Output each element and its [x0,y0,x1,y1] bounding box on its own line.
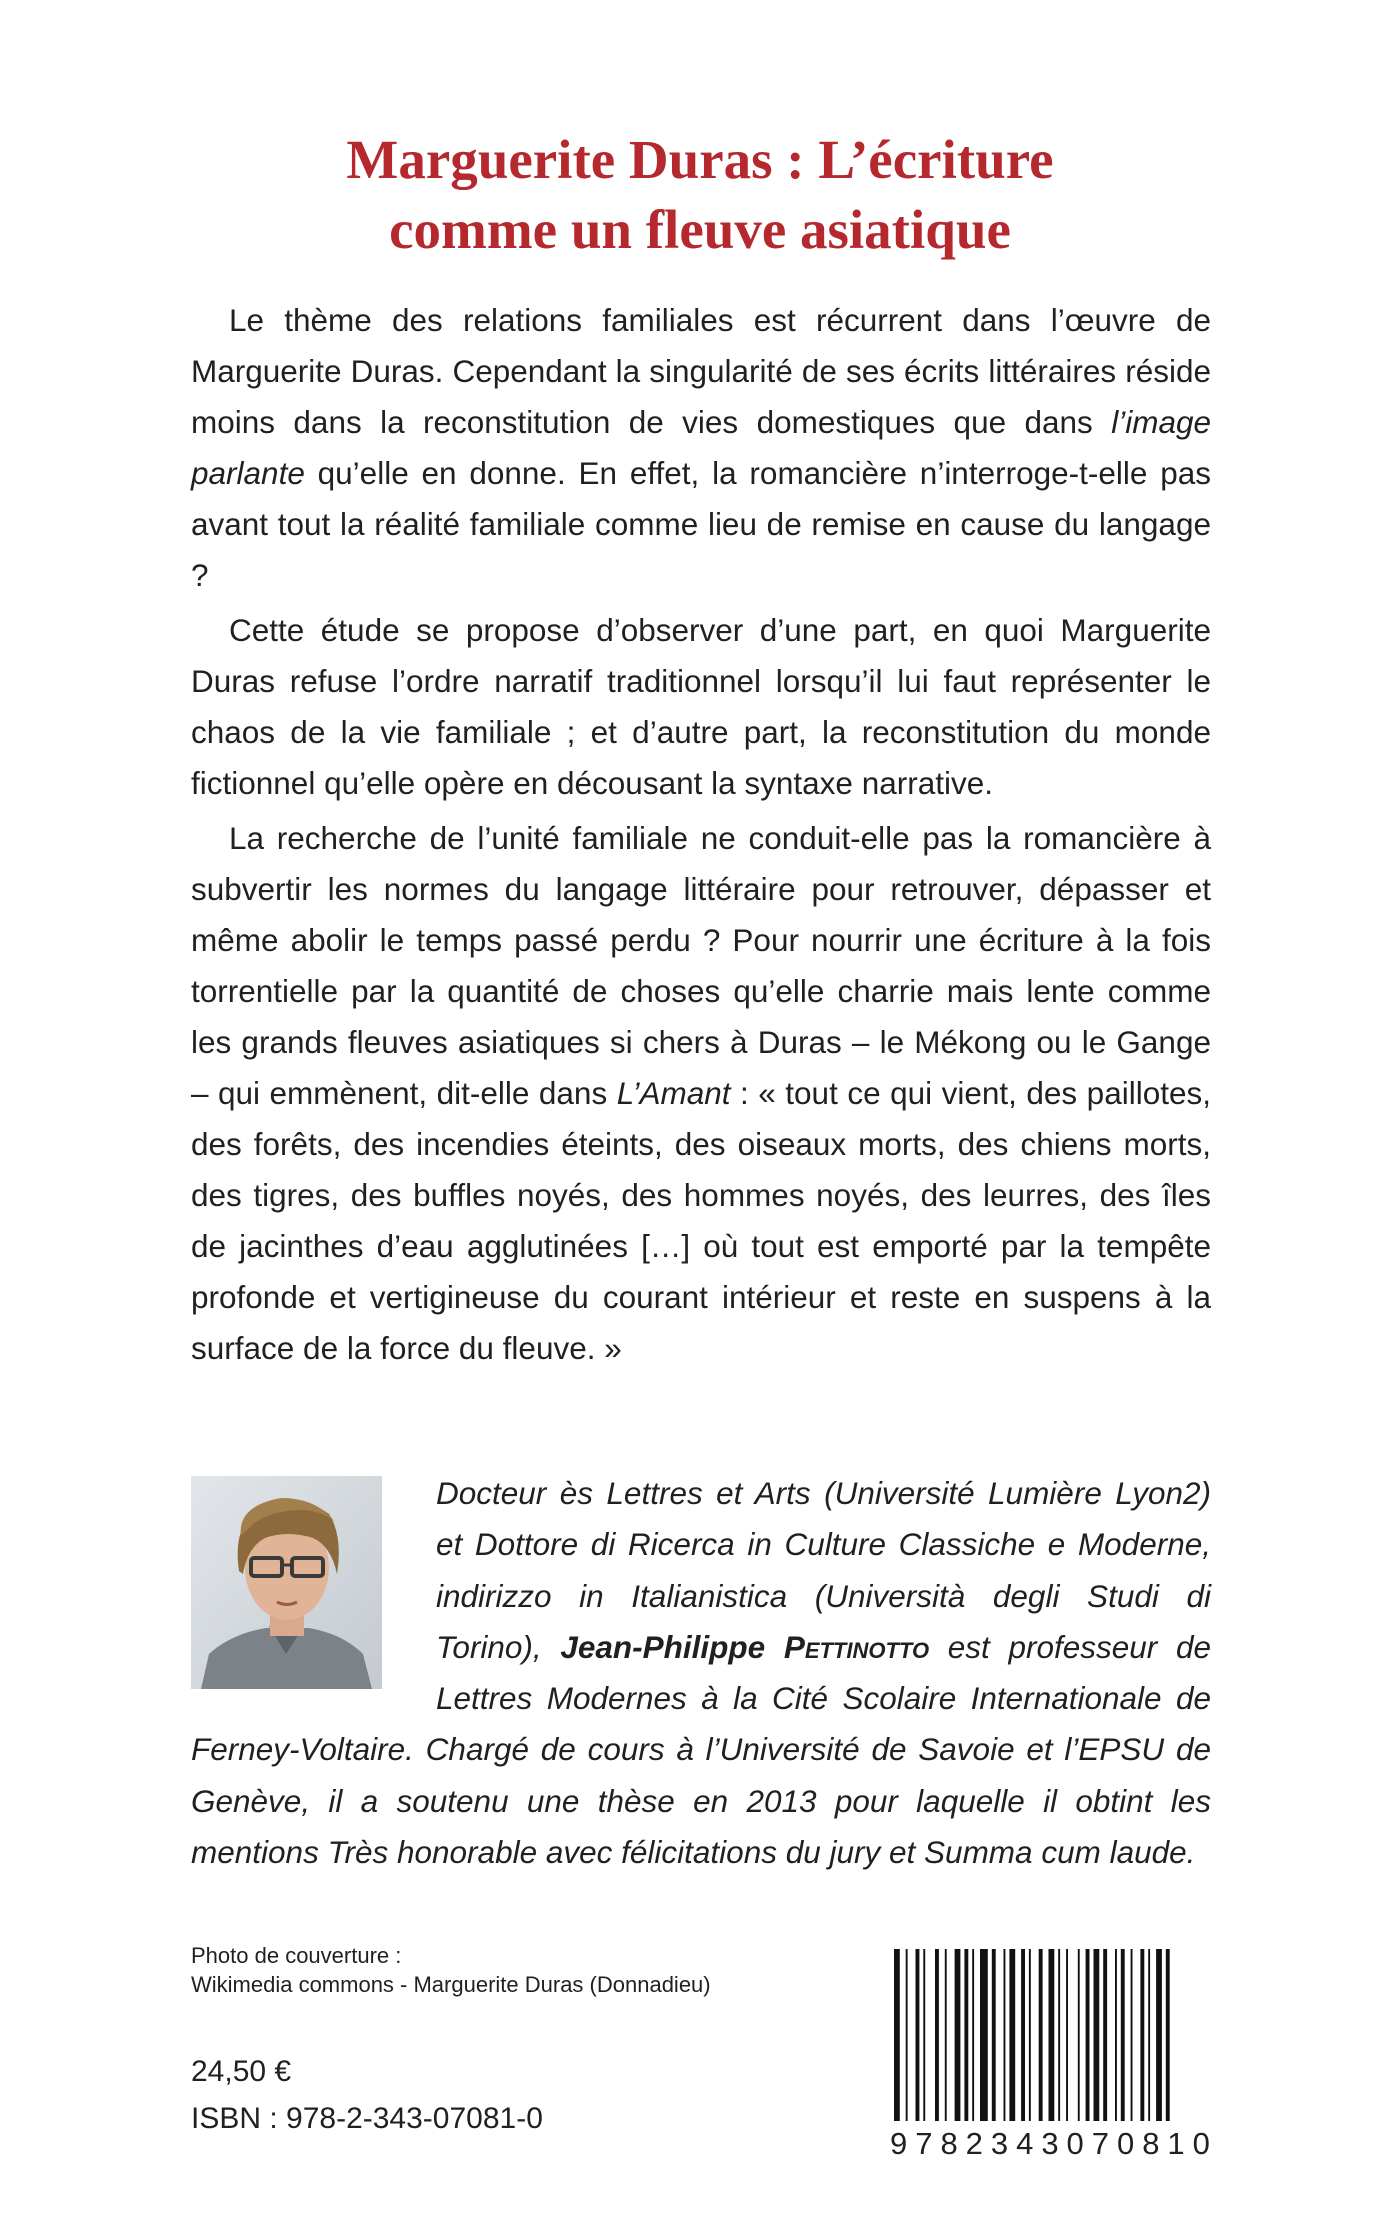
barcode-bar [964,1949,968,2121]
barcode-bar [916,1949,920,2121]
isbn: ISBN : 978-2-343-07081-0 [191,2102,543,2135]
book-title-line-1: Marguerite Duras : L’écriture [346,129,1054,190]
book-title-line-2: comme un fleuve asiatique [389,199,1011,260]
barcode-bar [945,1949,947,2121]
barcode-digit: 0 [1192,2126,1210,2161]
author-first-name: Jean-Philippe [560,1628,784,1665]
barcode-bar [1094,1949,1100,2121]
credit-line-2: Wikimedia commons - Marguerite Duras (Donnadieu) [191,1972,711,1997]
book-summary [191,295,1211,1374]
barcode-digit: 7 [1091,2126,1109,2161]
barcode-digit: 0 [1116,2126,1135,2161]
barcode-bar [1086,1949,1090,2121]
barcode-bar [1115,1949,1117,2121]
barcode-digit: 3 [990,2126,1009,2161]
barcode-bar [923,1949,925,2121]
barcode-digit: 0 [1066,2126,1084,2161]
barcode-digit: 7 [915,2126,933,2161]
barcode-digit: 4 [1016,2126,1034,2161]
barcode-bar [1166,1949,1170,2121]
author-bio-text-2: est professeur de Lettres Modernes à la Cité Scolaire Internationale de Ferney-Voltaire. Chargé de cours à l’Université de Savoie et l’EPSU de Genève, il a soutenu une thèse en 2013 pour laquelle il obtint les mentions Très honorable avec félicitations du jury et Summa cum laude. [191,1628,1212,1871]
barcode-bar [1078,1949,1080,2121]
credit-line-1: Photo de couverture : [191,1943,402,1968]
barcode-bars [890,1949,1210,2129]
barcode-bar [1058,1949,1060,2121]
barcode-bar [1140,1949,1144,2121]
barcode-digit: 9 [890,2126,908,2161]
cover-photo-credit [191,1941,711,1999]
barcode-digit: 1 [1167,2126,1185,2161]
barcode-bar [1148,1949,1150,2121]
barcode-bar [1029,1949,1031,2121]
barcode-bar [1156,1949,1162,2121]
author-name [560,1629,929,1665]
author-bio-text-1: Docteur ès Lettres et Arts (Université Lumière Lyon2) et Dottore di Ricerca in Culture Classiche e Moderne, indirizzo in Italianistica (Università degli Studi di Torino), [436,1475,1211,1665]
barcode-digit: 8 [1142,2126,1160,2161]
barcode-bar [955,1949,961,2121]
barcode-digit: 8 [940,2126,958,2161]
summary-p1-text-b: qu’elle en donne. En effet, la romancière n’interroge-t-elle pas avant tout la réalité familiale comme lieu de remise en cause du langage ? [191,455,1211,593]
summary-p1-text-a: Le thème des relations familiales est récurrent dans l’œuvre de Marguerite Duras. Cependant la singularité de ses écrits littéraires réside moins dans la reconstitution de vies domestiques que dans [191,302,1211,440]
summary-p1-italic: l’image parlante [191,404,1211,491]
barcode-bar [1021,1949,1025,2121]
barcode-bar [906,1949,908,2121]
book-title [0,125,1400,265]
barcode-bar [894,1949,900,2121]
summary-paragraph-1 [191,295,1211,601]
barcode-digits [890,2126,1210,2162]
barcode-bar [1103,1949,1107,2121]
barcode-bar [1121,1949,1125,2121]
barcode-bar [1004,1949,1006,2121]
barcode-bar [992,1949,996,2121]
price: 24,50 € [191,2055,292,2088]
barcode-digit: 2 [965,2126,983,2161]
author-photo [191,1476,382,1689]
barcode [890,1949,1210,2165]
summary-p3-text-a: La recherche de l’unité familiale ne conduit-elle pas la romancière à subvertir les normes du langage littéraire pour retrouver, dépasser et même abolir le temps passé perdu ? Pour nourrir une écriture à la fois torrentielle par la quantité de choses qu’elle charrie mais lente comme les grands fleuves asiatiques si chers à Duras – le Mékong ou le Gange – qui emmènent, dit-elle dans [191,820,1211,1111]
barcode-bar [935,1949,939,2121]
barcode-bar [1131,1949,1133,2121]
summary-paragraph-3 [191,813,1211,1374]
barcode-bar [1066,1949,1068,2121]
author-last-name: Pettinotto [783,1628,930,1665]
barcode-bar [972,1949,974,2121]
barcode-bar [980,1949,988,2121]
barcode-bar [1009,1949,1015,2121]
barcode-bar [1049,1949,1055,2121]
summary-p3-text-b: : « tout ce qui vient, des paillotes, des forêts, des incendies éteints, des oiseaux morts, des chiens morts, des tigres, des buffles noyés, des hommes noyés, des leurres, des îles de jacinthes d’eau agglutinées […] où tout est emporté par la tempête profonde et vertigineuse du courant intérieur et reste en suspens à la surface de la force du fleuve. » [191,1075,1211,1366]
barcode-bar [1039,1949,1043,2121]
barcode-digit: 3 [1041,2126,1059,2161]
summary-paragraph-2: Cette étude se propose d’observer d’une part, en quoi Marguerite Duras refuse l’ordre narratif traditionnel lorsqu’il lui faut représenter le chaos de la vie familiale ; et d’autre part, la reconstitution du monde fictionnel qu’elle opère en décousant la syntaxe narrative. [191,612,1211,801]
summary-p3-italic: L’Amant [616,1075,731,1111]
